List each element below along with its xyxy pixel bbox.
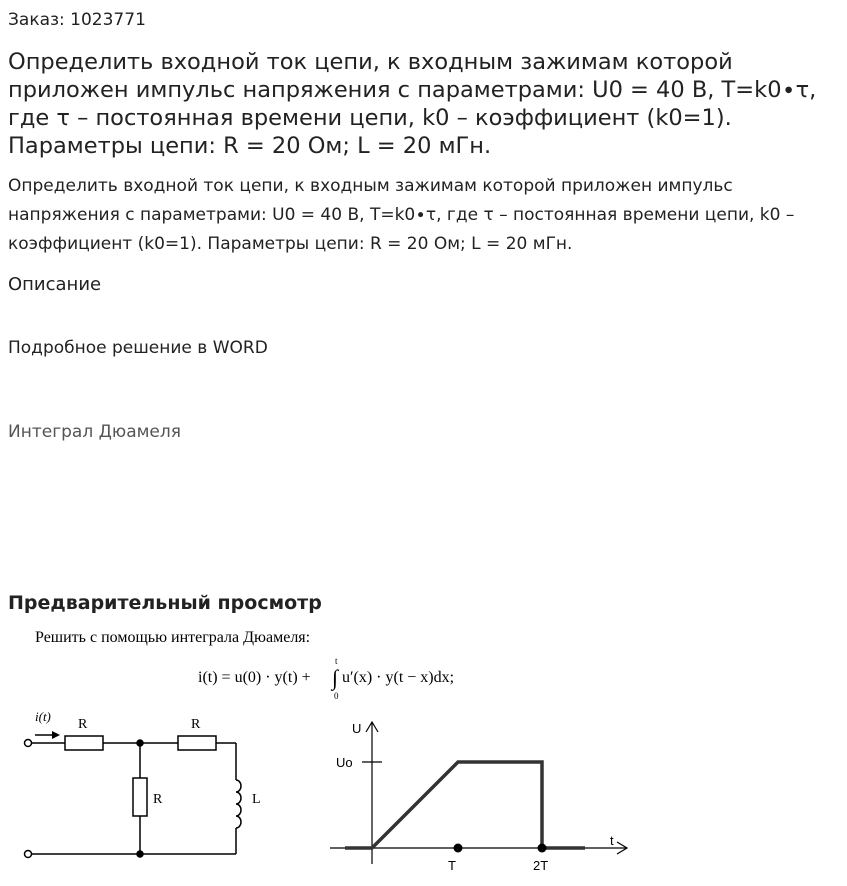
resistor-r3 [133,778,147,816]
order-number: Заказ: 1023771 [8,10,146,30]
preview-heading: Предварительный просмотр [8,592,322,614]
preview-instruction: Решить с помощью интеграла Дюамеля: [35,629,311,646]
inductor-l [236,780,241,828]
integral-lower-limit: 0 [334,691,339,701]
integral-upper-limit: t [335,656,338,666]
pulse-waveform [345,762,585,848]
inductor-label: L [252,792,261,807]
input-terminal-bottom [25,851,32,858]
y-axis-label: U [352,721,362,736]
solution-format: Подробное решение в WORD [8,338,268,358]
task-description: Определить входной ток цепи, к входным зажимам которой приложен импульс напряжения с параметрами: U0 = 40 В, T=k0∙τ, где τ – постоянная времени цепи, k0 – коэффициент (k0=1). Параметры цепи: R = 20 Ом; L = 20 мГн. [8,176,795,254]
resistor-r2 [178,736,216,750]
resistor-r1 [65,736,103,750]
description-label: Описание [8,274,102,295]
node-top [137,740,143,746]
solution-method: Интеграл Дюамеля [8,422,181,442]
resistor-r3-label: R [153,792,163,807]
input-terminal-top [25,740,32,747]
resistor-r1-label: R [78,717,88,732]
page-title: Определить входной ток цепи, к входным зажимам которой приложен импульс напряжения с параметрами: U0 = 40 В, T=k0∙τ, где τ – постоянная времени цепи, k0 – коэффициент (k0=1). Параметры цепи: R = 20 Ом; L = 20 мГн. [8,49,817,159]
circuit-diagram [25,731,242,858]
x-axis-label: t [610,833,614,848]
pulse-graph [330,722,627,864]
marker-2t [538,844,547,853]
marker-t [454,844,463,853]
current-label: i(t) [35,709,51,724]
node-bottom [137,851,143,857]
formula-lhs: i(t) = u(0) · y(t) + [198,669,311,686]
preview-image [0,620,847,886]
formula-rhs: u′(x) · y(t − x)dx; [342,669,455,686]
tick-label-t: T [448,858,456,873]
resistor-r2-label: R [191,717,201,732]
tick-label-2t: 2T [533,858,549,873]
level-label: Uo [336,755,353,770]
integral-sign: ∫ [332,665,339,690]
